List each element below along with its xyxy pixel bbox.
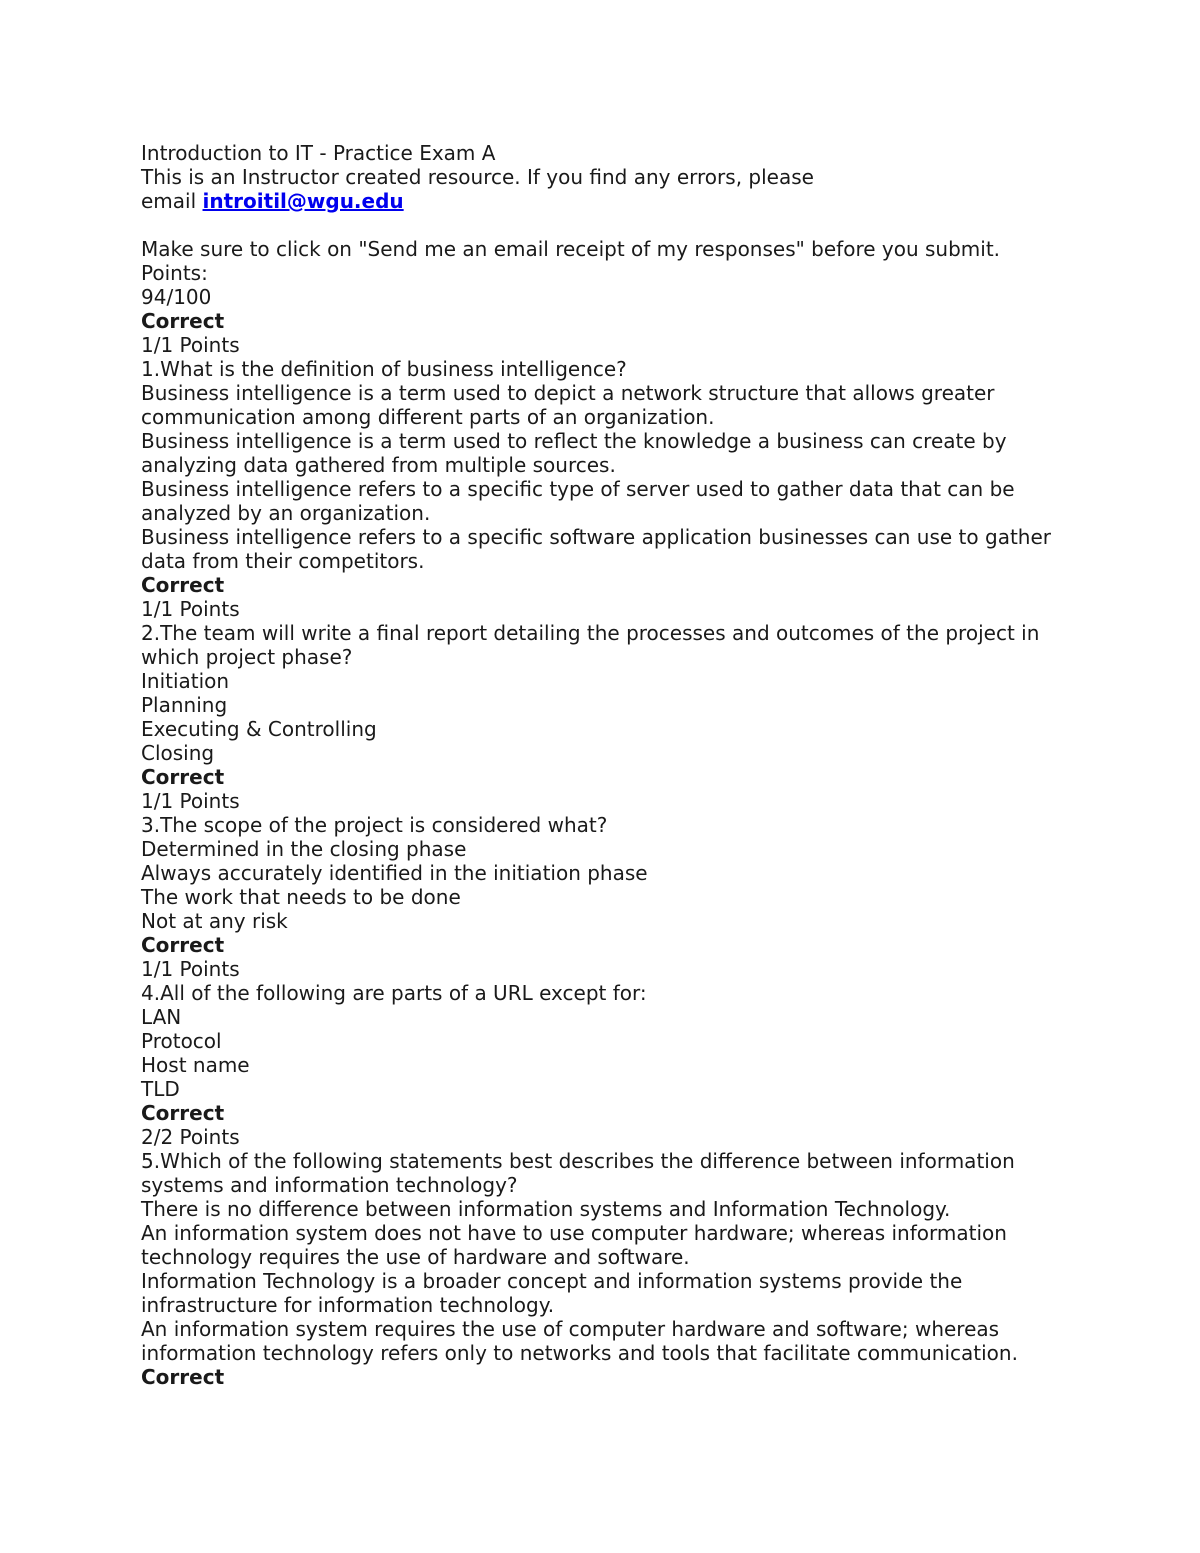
answer-option[interactable]: An information system does not have to use computer hardware; whereas information technology requires the use of hardware and software. — [141, 1221, 1014, 1269]
email-link[interactable]: introitil@wgu.edu — [202, 189, 404, 213]
question-block — [141, 1101, 1101, 1365]
question-status: Correct — [141, 573, 225, 597]
question-status: Correct — [141, 1101, 225, 1125]
answer-option[interactable]: Business intelligence is a term used to reflect the knowledge a business can create by analyzing data gathered from multiple sources. — [141, 429, 1013, 477]
points-label: Points: — [141, 261, 208, 285]
answer-option[interactable]: Not at any risk — [141, 909, 288, 933]
answer-option[interactable]: Business intelligence refers to a specific software application businesses can use to gather data from their competitors. — [141, 525, 1058, 573]
answer-option[interactable]: TLD — [141, 1077, 180, 1101]
question-prompt: 1.What is the definition of business intelligence? — [141, 357, 627, 381]
answer-option[interactable]: Planning — [141, 693, 228, 717]
answer-option[interactable]: Information Technology is a broader concept and information systems provide the infrastructure for information technology. — [141, 1269, 969, 1317]
question-status: Correct — [141, 1365, 225, 1389]
question-block — [141, 573, 1101, 765]
question-block — [141, 309, 1101, 573]
question-points: 1/1 Points — [141, 789, 240, 813]
answer-option[interactable]: Always accurately identified in the initiation phase — [141, 861, 648, 885]
question-block — [141, 933, 1101, 1101]
answer-option[interactable]: Business intelligence is a term used to depict a network structure that allows greater communication among different parts of an organization. — [141, 381, 1001, 429]
question-status: Correct — [141, 933, 225, 957]
answer-option[interactable]: There is no difference between information systems and Information Technology. — [141, 1197, 951, 1221]
answer-option[interactable]: Host name — [141, 1053, 250, 1077]
question-status: Correct — [141, 765, 225, 789]
question-status: Correct — [141, 309, 225, 333]
answer-option[interactable]: Business intelligence refers to a specific type of server used to gather data that can be analyzed by an organization. — [141, 477, 1021, 525]
answer-option[interactable]: Initiation — [141, 669, 230, 693]
blank-line — [141, 213, 1101, 237]
answer-option[interactable]: The work that needs to be done — [141, 885, 461, 909]
question-prompt: 4.All of the following are parts of a URL except for: — [141, 981, 647, 1005]
question-list — [141, 309, 1101, 1365]
question-prompt: 3.The scope of the project is considered what? — [141, 813, 608, 837]
document-page — [141, 141, 1101, 1389]
answer-option[interactable]: An information system requires the use of computer hardware and software; whereas information technology refers only to networks and tools that facilitate communication. — [141, 1317, 1018, 1365]
instruction-text: Make sure to click on "Send me an email receipt of my responses" before you submit. — [141, 237, 1001, 261]
question-points: 1/1 Points — [141, 597, 240, 621]
question-block — [141, 765, 1101, 933]
answer-option[interactable]: Closing — [141, 741, 215, 765]
question-prompt: 5.Which of the following statements best describes the difference between information systems and information technology? — [141, 1149, 1022, 1197]
answer-option[interactable]: Protocol — [141, 1029, 222, 1053]
question-points: 1/1 Points — [141, 333, 240, 357]
document-title: Introduction to IT - Practice Exam A — [141, 141, 496, 165]
answer-option[interactable]: Determined in the closing phase — [141, 837, 467, 861]
email-line — [141, 189, 1101, 213]
email-prefix: email — [141, 189, 203, 213]
answer-option[interactable]: LAN — [141, 1005, 182, 1029]
question-points: 1/1 Points — [141, 957, 240, 981]
question-prompt: 2.The team will write a final report detailing the processes and outcomes of the project in which project phase? — [141, 621, 1046, 669]
question-points: 2/2 Points — [141, 1125, 240, 1149]
notice-text: This is an Instructor created resource. If you find any errors, please — [141, 165, 814, 189]
answer-option[interactable]: Executing & Controlling — [141, 717, 377, 741]
points-value: 94/100 — [141, 285, 212, 309]
